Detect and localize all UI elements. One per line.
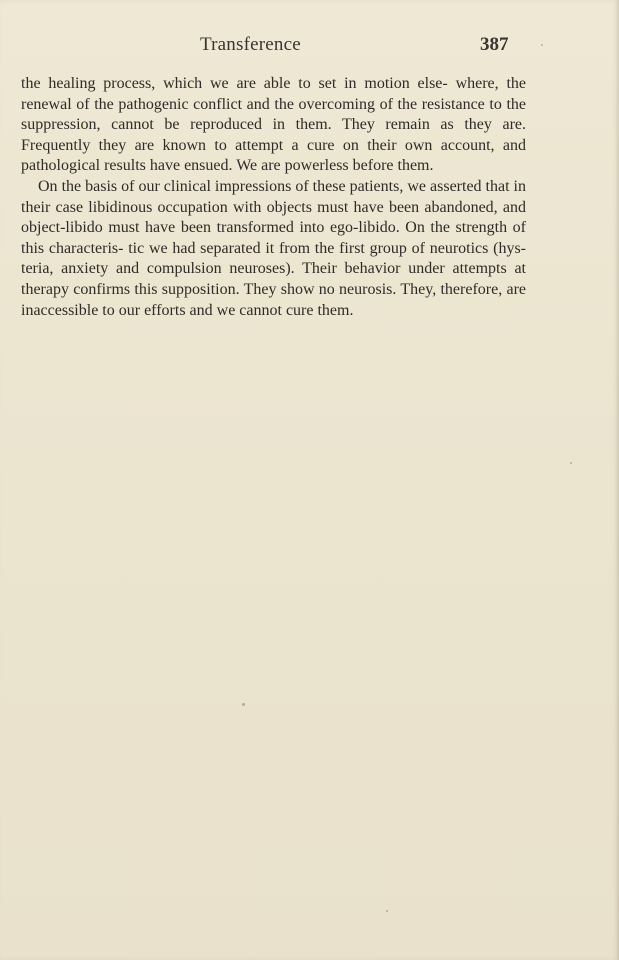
text-line: neurosis. They, therefore, are inaccessible to our efforts and we [21,280,527,319]
paragraph-1 [21,74,526,177]
running-head [0,34,619,60]
paper-speck [386,910,388,912]
paper-speck [541,44,543,46]
page-number: 387 [480,34,509,55]
text-line: them. They remain as they are. Frequently they are known [21,116,527,154]
text-line: have ensued. We are powerless before them. [149,157,434,175]
text-line: transformed into ego-libido. On the strength of this characteris- [21,219,526,257]
paper-speck [242,703,245,706]
paragraph-2 [21,177,526,321]
text-line: teria, anxiety and compulsion neuroses). Their behavior under [21,260,453,278]
page-edge-shadow [615,0,619,960]
text-line: to attempt a cure on their own account, and pathological results [21,136,526,175]
text-line: must have been abandoned, and object-libido must have been [21,198,526,237]
paper-speck [570,462,572,464]
text-line: tic we had separated it from the first group of neurotics (hys- [128,239,527,257]
text-line: where, the renewal of the pathogenic conflict and the overcoming [21,75,527,113]
text-line: of the resistance to the suppression, cannot be reproduced in [21,95,526,134]
text-line: On the basis of our clinical impressions of these patients, we [38,177,431,195]
body-text [21,74,526,321]
running-title: Transference [200,34,301,55]
text-line: attempts at therapy confirms this supposition. They show no [21,260,527,298]
text-line: asserted that in their case libidinous occupation with objects [21,177,527,216]
text-line: the healing process, which we are able to set in motion else- [21,75,448,92]
text-line: cannot cure them. [239,301,354,319]
